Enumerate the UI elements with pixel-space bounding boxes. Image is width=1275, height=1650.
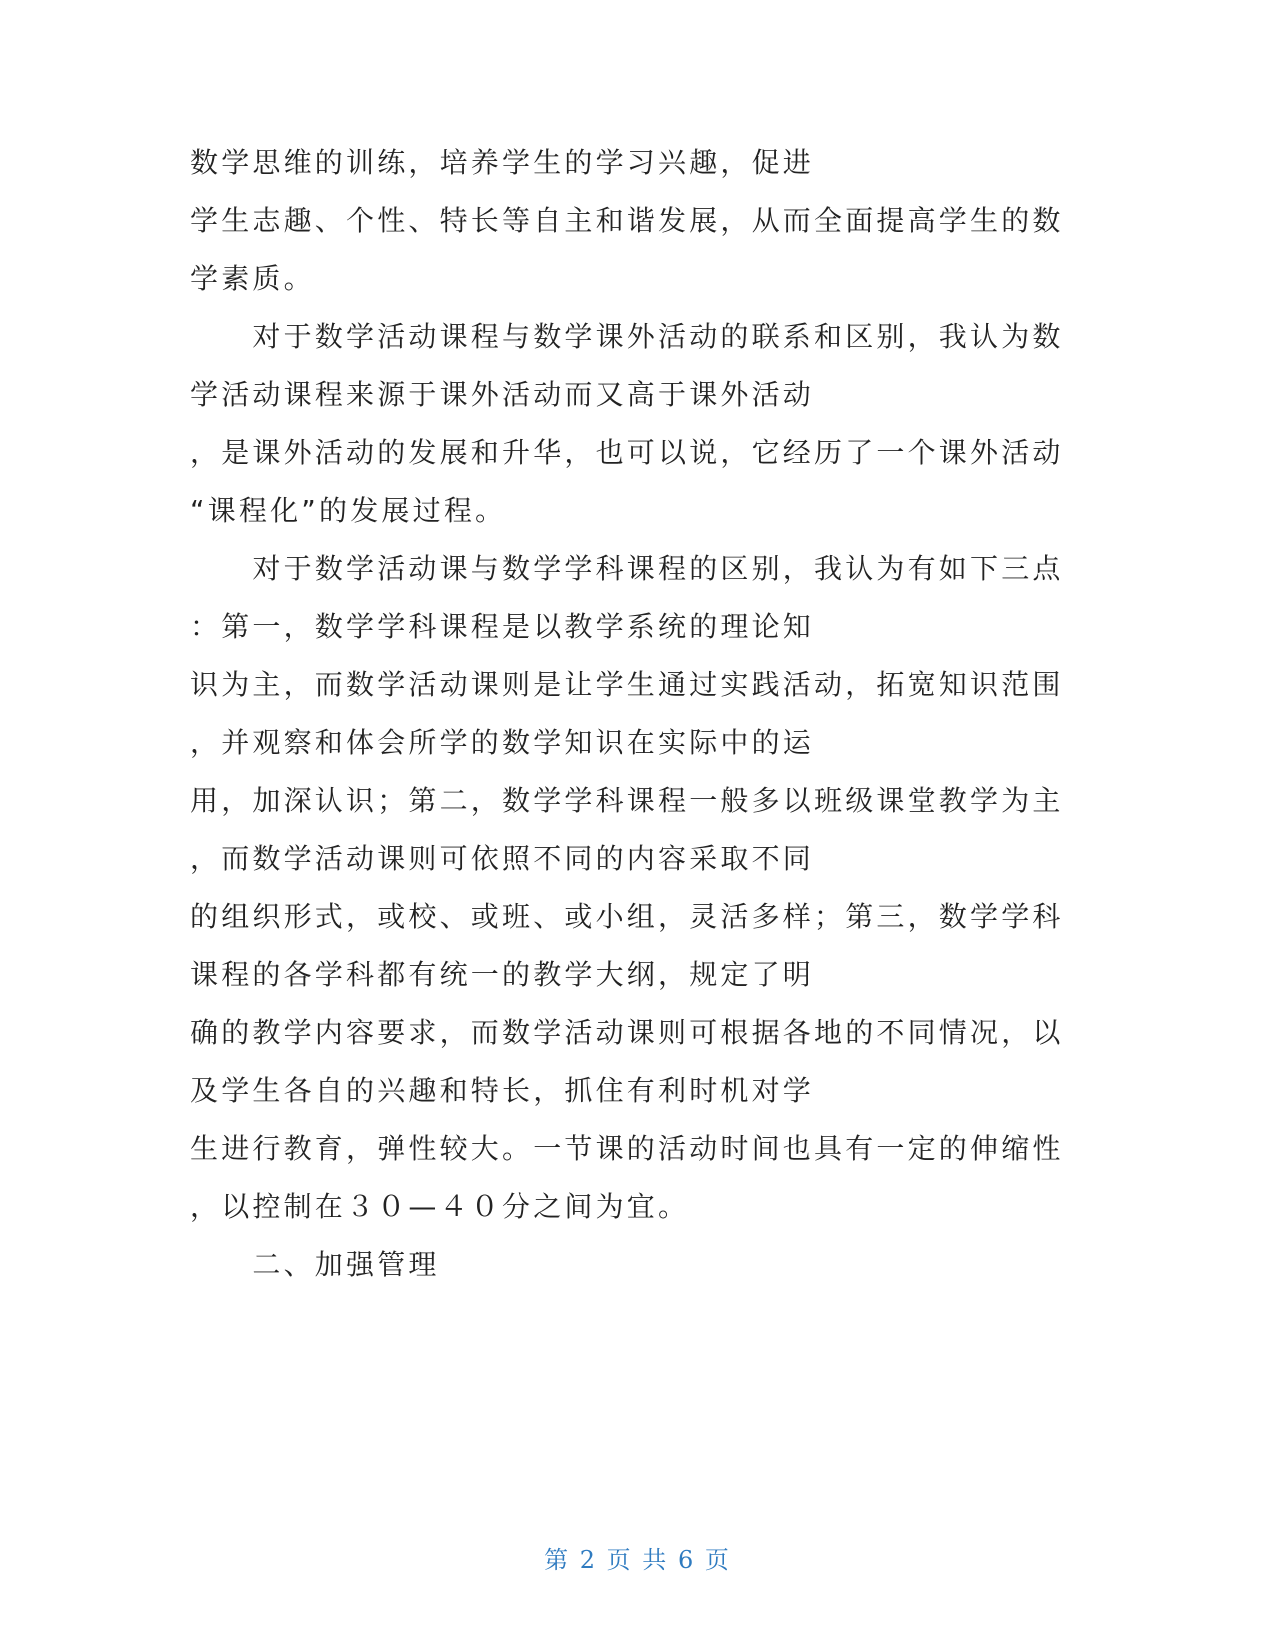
section-heading: 二、加强管理	[190, 1248, 440, 1281]
text-line: 学生志趣、个性、特长等自主和谐发展，从而全面提高学生的数	[190, 204, 1064, 237]
text-line: 用，加深认识；第二，数学学科课程一般多以班级课堂教学为主	[190, 784, 1064, 817]
text-line: ，是课外活动的发展和升华，也可以说，它经历了一个课外活动	[190, 436, 1064, 469]
text-line: ，并观察和体会所学的数学知识在实际中的运	[190, 726, 815, 759]
text-line: ，以控制在３０—４０分之间为宜。	[190, 1190, 690, 1223]
text-line: 的组织形式，或校、或班、或小组，灵活多样；第三，数学学科	[190, 900, 1064, 933]
page-number-footer: 第 2 页 共 6 页	[544, 1546, 731, 1574]
text-line: 确的教学内容要求，而数学活动课则可根据各地的不同情况，以	[190, 1016, 1064, 1049]
text-line: 识为主，而数学活动课则是让学生通过实践活动，拓宽知识范围	[190, 668, 1064, 701]
text-line: “课程化”的发展过程。	[190, 494, 507, 527]
text-line: 数学思维的训练，培养学生的学习兴趣，促进	[190, 146, 815, 179]
text-line: 课程的各学科都有统一的教学大纲，规定了明	[190, 958, 815, 991]
text-line: 学活动课程来源于课外活动而又高于课外活动	[190, 378, 815, 411]
text-line: ：第一，数学学科课程是以教学系统的理论知	[190, 610, 815, 643]
text-line: 及学生各自的兴趣和特长，抓住有利时机对学	[190, 1074, 815, 1107]
text-line: 生进行教育，弹性较大。一节课的活动时间也具有一定的伸缩性	[190, 1132, 1064, 1165]
text-line: ，而数学活动课则可依照不同的内容采取不同	[190, 842, 815, 875]
text-line: 学素质。	[190, 262, 315, 295]
text-line: 对于数学活动课程与数学课外活动的联系和区别，我认为数	[190, 320, 1064, 353]
text-line: 对于数学活动课与数学学科课程的区别，我认为有如下三点	[190, 552, 1064, 585]
